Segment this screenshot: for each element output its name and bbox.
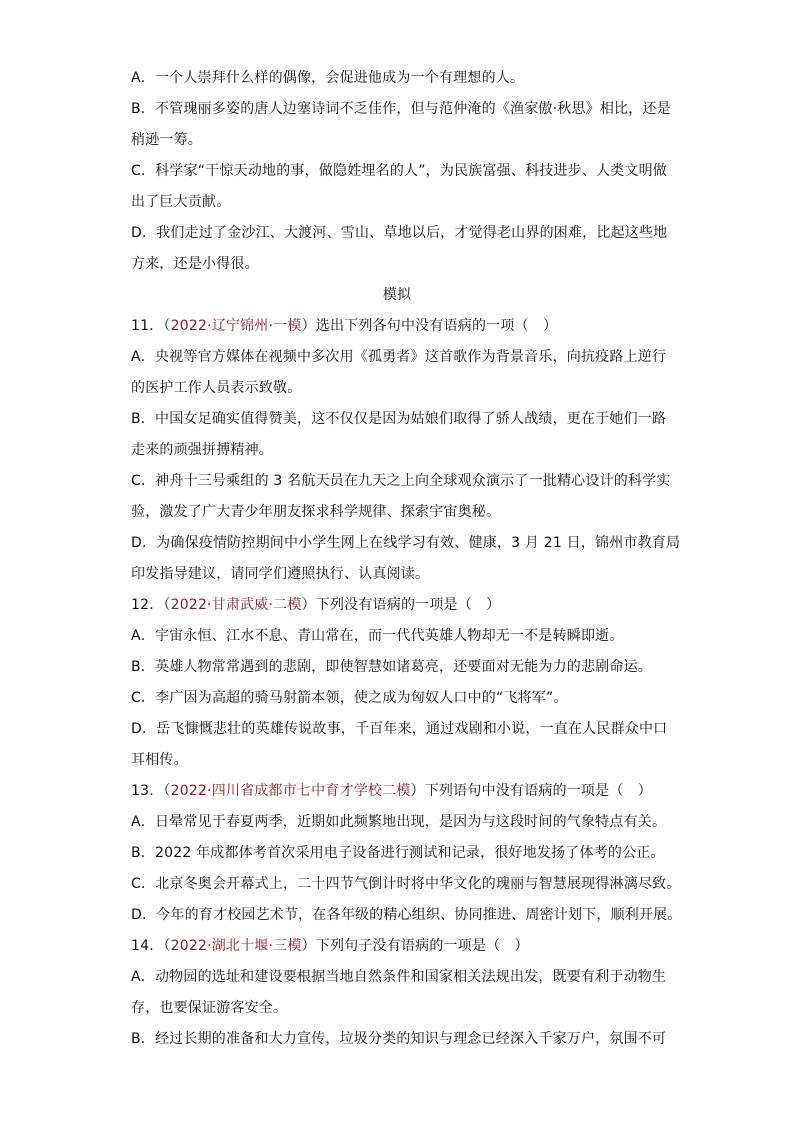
option-line: D．岳飞慷慨悲壮的英雄传说故事，千百年来，通过戏剧和小说，一直在人民群众中口 bbox=[131, 721, 668, 737]
option-line: A．日晕常见于春夏两季，近期如此频繁地出现，是因为与这段时间的气象特点有关。 bbox=[131, 814, 667, 830]
option-line: 的医护工作人员表示致敬。 bbox=[131, 380, 302, 396]
option-line: 方来，还是小得很。 bbox=[131, 256, 259, 272]
question-text: ）选出下列各句中没有语病的一项（ ） bbox=[301, 318, 558, 334]
option-line: A．央视等官方媒体在视频中多次用《孤勇者》这首歌作为背景音乐，向抗疫路上逆行 bbox=[131, 349, 667, 365]
question-text: ）下列句子没有语病的一项是（ ） bbox=[301, 938, 529, 954]
option-line: B．2022 年成都体考首次采用电子设备进行测试和记录，很好地发扬了体考的公正。 bbox=[131, 845, 665, 861]
question-text: ）下列没有语病的一项是（ ） bbox=[301, 597, 501, 613]
question-source-link[interactable]: 2022·湖北十堰·三模 bbox=[170, 938, 302, 954]
question-stem-14 bbox=[131, 931, 663, 962]
option-line: D．我们走过了金沙江、大渡河、雪山、草地以后，才觉得老山界的困难，比起这些地 bbox=[131, 225, 668, 241]
question-stem-11 bbox=[131, 311, 663, 342]
option-line: A．宇宙永恒、江水不息、青山常在，而一代代英雄人物却无一不是转瞬即逝。 bbox=[131, 628, 624, 644]
option-line: D．为确保疫情防控期间中小学生网上在线学习有效、健康，3 月 21 日，锦州市教育局 bbox=[131, 535, 681, 551]
option-line: A．动物园的选址和建设要根据当地自然条件和国家相关法规出发，既要有利于动物生 bbox=[131, 969, 667, 985]
option-line: 出了巨大贡献。 bbox=[131, 194, 231, 210]
option-line: B．不管瑰丽多姿的唐人边塞诗词不乏佳作，但与范仲淹的《渔家傲·秋思》相比，还是 bbox=[131, 101, 671, 117]
option-line: 稍逊一筹。 bbox=[131, 132, 202, 148]
option-line: C．李广因为高超的骑马射箭本领，使之成为匈奴人口中的“飞将军”。 bbox=[131, 690, 568, 706]
question-stem-12 bbox=[131, 590, 663, 621]
question-source-link[interactable]: 2022·辽宁锦州·一模 bbox=[170, 318, 302, 334]
question-number: 14．（ bbox=[131, 938, 171, 954]
question-number: 11．（ bbox=[131, 318, 171, 334]
question-source-link[interactable]: 2022·甘肃武威·二模 bbox=[170, 597, 302, 613]
option-line: C．神舟十三号乘组的 3 名航天员在九天之上向全球观众演示了一批精心设计的科学实 bbox=[131, 473, 671, 489]
option-line: 耳相传。 bbox=[131, 752, 188, 768]
option-line: 印发指导建议，请同学们遵照执行、认真阅读。 bbox=[131, 566, 430, 582]
document-page bbox=[131, 63, 682, 1055]
option-line: A．一个人崇拜什么样的偶像，会促进他成为一个有理想的人。 bbox=[131, 70, 525, 86]
option-line: 验，激发了广大青少年朋友探求科学规律、探索宇宙奥秘。 bbox=[131, 504, 501, 520]
option-line: 存，也要保证游客安全。 bbox=[131, 1000, 288, 1016]
question-number: 13．（ bbox=[131, 783, 171, 799]
section-title: 模拟 bbox=[382, 287, 412, 303]
question-source-link[interactable]: 2022·四川省成都市七中育才学校二模 bbox=[170, 783, 411, 799]
option-line: D．今年的育才校园艺术节，在各年级的精心组织、协同推进、周密计划下，顺利开展。 bbox=[131, 907, 682, 923]
option-line: 走来的顽强拼搏精神。 bbox=[131, 442, 273, 458]
option-line: B．英雄人物常常遇到的悲剧，即使智慧如诸葛亮，还要面对无能为力的悲剧命运。 bbox=[131, 659, 653, 675]
option-line: B．中国女足确实值得赞美，这不仅仅是因为姑娘们取得了骄人战绩，更在于她们一路 bbox=[131, 411, 667, 427]
option-line: C．北京冬奥会开幕式上，二十四节气倒计时将中华文化的瑰丽与智慧展现得淋漓尽致。 bbox=[131, 876, 681, 892]
question-stem-13 bbox=[131, 776, 663, 807]
option-line: C．科学家“干惊天动地的事，做隐姓埋名的人”，为民族富强、科技进步、人类文明做 bbox=[131, 163, 668, 179]
option-line: B．经过长期的准备和大力宣传，垃圾分类的知识与理念已经深入千家万户，氛围不可 bbox=[131, 1031, 667, 1047]
question-number: 12．（ bbox=[131, 597, 171, 613]
question-text: ）下列语句中没有语病的一项是（ ） bbox=[410, 783, 652, 799]
